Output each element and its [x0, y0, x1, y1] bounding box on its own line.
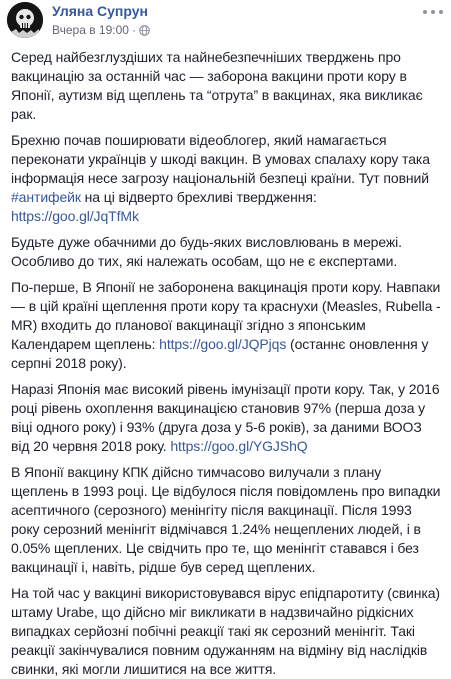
globe-icon[interactable]: [139, 25, 150, 36]
paragraph-text: Наразі Японія має високий рівень імунізації проти кору. Так, у 2016 році рівень охоплення вакцинацією становив 97% (перша доза у віці одного року) і 93% (друга доза у 5-6 років), за даними ВООЗ від 20 червня 2018 року.: [11, 381, 440, 454]
post-timestamp-link[interactable]: Вчера в 19:00: [52, 23, 129, 37]
post-body: [0, 48, 451, 679]
url-link[interactable]: https://goo.gl/YGJShQ: [170, 438, 308, 454]
post-paragraph-5: [11, 380, 441, 456]
post-paragraph-7: [11, 584, 441, 679]
paragraph-text: На той час у вакцині використовувався вірус епідпаротиту (свинка) штаму Urabe, що дійсно міг викликати в надзвичайно рідкісних випадках серйозні побічні реакції такі як серозний менінгіт. Такі реакції закінчувалися повним одужанням на відміну від наслідків свинки, які могли лишитися на все життя.: [11, 585, 440, 677]
paragraph-text: Брехню почав поширювати відеоблогер, який намагається переконати українців у шкоді вакцин. В умовах спалаху кору така інформація несе загрозу національній безпеці країни. Тут повний: [11, 132, 430, 186]
paragraph-text: Серед найбезглуздіших та найнебезпечніших тверджень про вакцинацію за останній час — заборона вакцини проти кору в Японії, аутизм від щеплень та “отрута” в вакцинах, яка викликає рак.: [11, 49, 423, 122]
paragraph-text: По-перше, В Японії не заборонена вакцинація проти кору. Навпаки — в цій країні щеплення проти кору та краснухи (Measles, Rubella - MR) входить до планової вакцинації згідно з японським Календарем щеплень:: [11, 279, 441, 352]
author-name-link[interactable]: Уляна Супрун: [52, 3, 148, 19]
post-paragraph-6: [11, 463, 441, 577]
post-header: [0, 0, 451, 48]
paragraph-text: (останнє оновлення у серпні 2018 року).: [11, 336, 429, 371]
meta-separator: ·: [131, 23, 136, 37]
url-link[interactable]: https://goo.gl/JQPjqs: [159, 336, 287, 352]
hashtag-antifake-link[interactable]: #антифейк: [11, 189, 81, 205]
avatar[interactable]: [7, 2, 43, 38]
post-paragraph-3: [11, 233, 441, 271]
more-options-icon[interactable]: [423, 6, 443, 18]
post-paragraph-1: [11, 48, 441, 124]
post-paragraph-4: [11, 278, 441, 373]
paragraph-text: на ці відверто брехливі твердження:: [80, 189, 317, 205]
post-meta: [52, 23, 150, 37]
url-link[interactable]: https://goo.gl/JqTfMk: [11, 208, 139, 224]
paragraph-text: В Японії вакцину КПК дійсно тимчасово вилучали з плану щеплень в 1993 році. Це відбулося після повідомлень про випадки асептичного (серозного) менінгіту після вакцинації. Після 1993 року серозний менінгіт відмічався 1.24% нещеплених людей, і в 0.05% щеплених. Це свідчить про те, що менінгіт ставався і без вакцинації і, навіть, рідше був серед щеплених.: [11, 464, 441, 575]
post-paragraph-2: [11, 131, 441, 226]
paragraph-text: Будьте дуже обачними до будь-яких висловлювань в мережі. Особливо до тих, які належать особам, що не є експертами.: [11, 234, 402, 269]
avatar-image: [7, 2, 43, 38]
